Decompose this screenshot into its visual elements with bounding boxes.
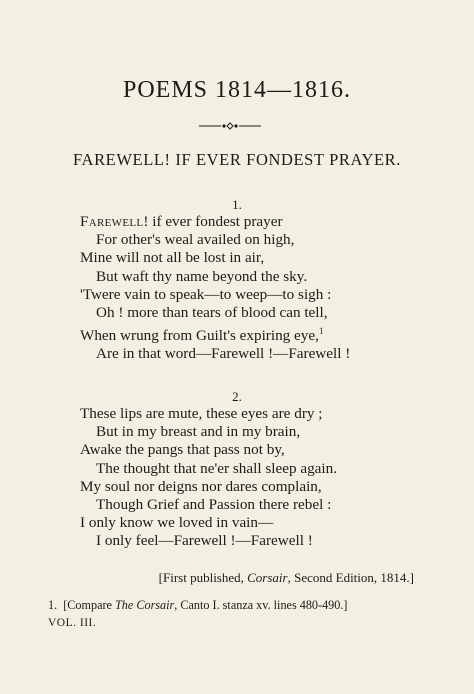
publication-note [159, 570, 414, 586]
poem-line: Mine will not all be lost in air, [80, 249, 265, 267]
poem-line: These lips are mute, these eyes are dry ; [80, 405, 323, 422]
poem-line: Oh ! more than tears of blood can tell, [96, 304, 328, 322]
footnote-work: The Corsair [115, 598, 175, 612]
footnote-prefix: [Compare [63, 598, 116, 612]
publication-note-prefix: [First published, [158, 570, 248, 585]
ornament-divider [199, 121, 261, 131]
poem-line: I only feel—Farewell !—Farewell ! [96, 532, 313, 550]
stanza [80, 405, 420, 551]
poem-line-text: When wrung from Guilt's expiring eye, [80, 327, 319, 345]
footnote [48, 598, 347, 613]
poem-line: But in my breast and in my brain, [96, 423, 301, 441]
running-head: POEMS 1814—1816. [122, 77, 352, 103]
poem-line: Awake the pangs that pass not by, [80, 441, 285, 459]
publication-note-work: Corsair [247, 570, 288, 585]
poem-line: The thought that ne'er shall sleep again. [96, 459, 338, 477]
poem-line: My soul nor deigns nor dares complain, [80, 477, 322, 495]
stanza-number: 2. [232, 389, 242, 404]
poem-line: 'Twere vain to speak—to weep—to sigh : [80, 285, 332, 303]
poem-title: FAREWELL! IF EVER FONDEST PRAYER. [73, 150, 401, 169]
opening-word: Farewell [80, 213, 144, 230]
poem-line [80, 213, 420, 231]
footnote-marker: 1 [318, 326, 324, 337]
poem-line: For other's weal availed on high, [96, 231, 295, 249]
footnote-suffix: , Canto I. stanza xv. lines 480-490.] [174, 598, 348, 612]
poem-line: But waft thy name beyond the sky. [96, 267, 308, 285]
poem-line: Though Grief and Passion there rebel : [96, 496, 332, 514]
stanza [80, 213, 420, 364]
opening-line-text: ! if ever fondest prayer [143, 213, 283, 230]
poem-line [80, 322, 420, 345]
volume-signature: VOL. III. [48, 617, 97, 629]
publication-note-suffix: , Second Edition, 1814.] [287, 570, 414, 585]
poem-line: I only know we loved in vain— [80, 514, 274, 532]
stanza-number: 1. [232, 197, 242, 212]
poem-line: Are in that word—Farewell !—Farewell ! [96, 345, 351, 363]
footnote-number: 1. [48, 598, 58, 612]
